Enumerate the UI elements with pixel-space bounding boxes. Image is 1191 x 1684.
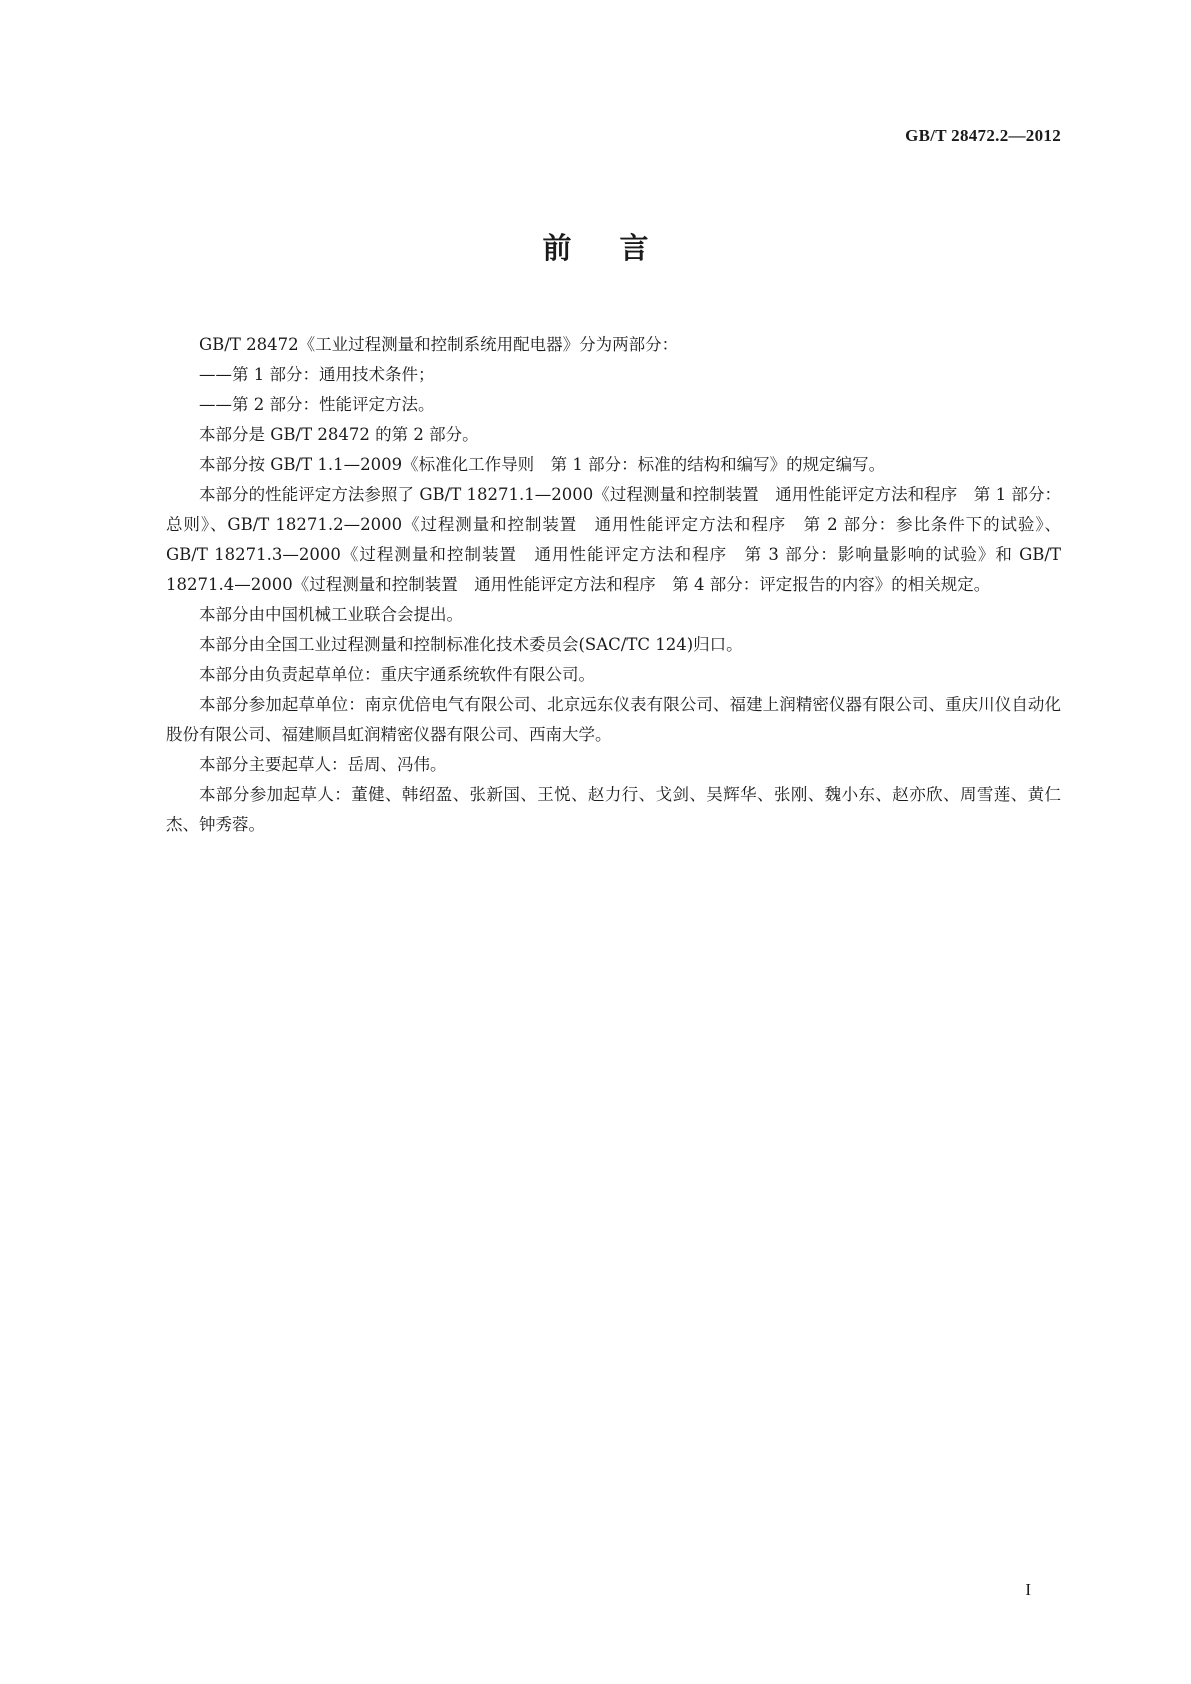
paragraph-administered-by: 本部分由全国工业过程测量和控制标准化技术委员会(SAC/TC 124)归口。 (199, 635, 743, 654)
paragraph-proposed-by: 本部分由中国机械工业联合会提出。 (199, 605, 463, 624)
paragraph-part-2-item: ——第 2 部分：性能评定方法。 (199, 395, 435, 414)
paragraph-drafting-rules: 本部分按 GB/T 1.1—2009《标准化工作导则 第 1 部分：标准的结构和编写》的规定编写。 (199, 455, 886, 474)
paragraph-main-drafters: 本部分主要起草人：岳周、冯伟。 (199, 755, 447, 774)
paragraph-this-part: 本部分是 GB/T 28472 的第 2 部分。 (199, 425, 479, 444)
page-title: 前言 (542, 231, 697, 265)
paragraph-participating-units: 本部分参加起草单位：南京优倍电气有限公司、北京远东仪表有限公司、福建上润精密仪器有限公司、重庆川仪自动化股份有限公司、福建顺昌虹润精密仪器有限公司、西南大学。 (166, 695, 1061, 744)
paragraph-references: 本部分的性能评定方法参照了 GB/T 18271.1—2000《过程测量和控制装置 通用性能评定方法和程序 第 1 部分：总则》、GB/T 18271.2—2000《过程测量和控制装置 通用性能评定方法和程序 第 2 部分：参比条件下的试验》、GB/T 18271.3—2000《过程测量和控制装置 通用性能评定方法和程序 第 3 部分：影响量影响的试验》和 GB/T 18271.4—2000《过程测量和控制装置 通用性能评定方法和程序 第 4 部分：评定报告的内容》的相关规定。 (166, 485, 1061, 594)
paragraph-participating-drafters: 本部分参加起草人：董健、韩绍盈、张新国、王悦、赵力行、戈剑、吴辉华、张刚、魏小东、赵亦欣、周雪莲、黄仁杰、钟秀蓉。 (166, 785, 1061, 834)
page-number: I (1025, 1580, 1031, 1599)
paragraph-part-1-item: ——第 1 部分：通用技术条件； (199, 365, 435, 384)
standard-number: GB/T 28472.2—2012 (905, 126, 1061, 145)
foreword-body (166, 330, 1061, 840)
paragraph-series-intro: GB/T 28472《工业过程测量和控制系统用配电器》分为两部分： (199, 335, 679, 354)
paragraph-lead-drafter: 本部分由负责起草单位：重庆宇通系统软件有限公司。 (199, 665, 595, 684)
